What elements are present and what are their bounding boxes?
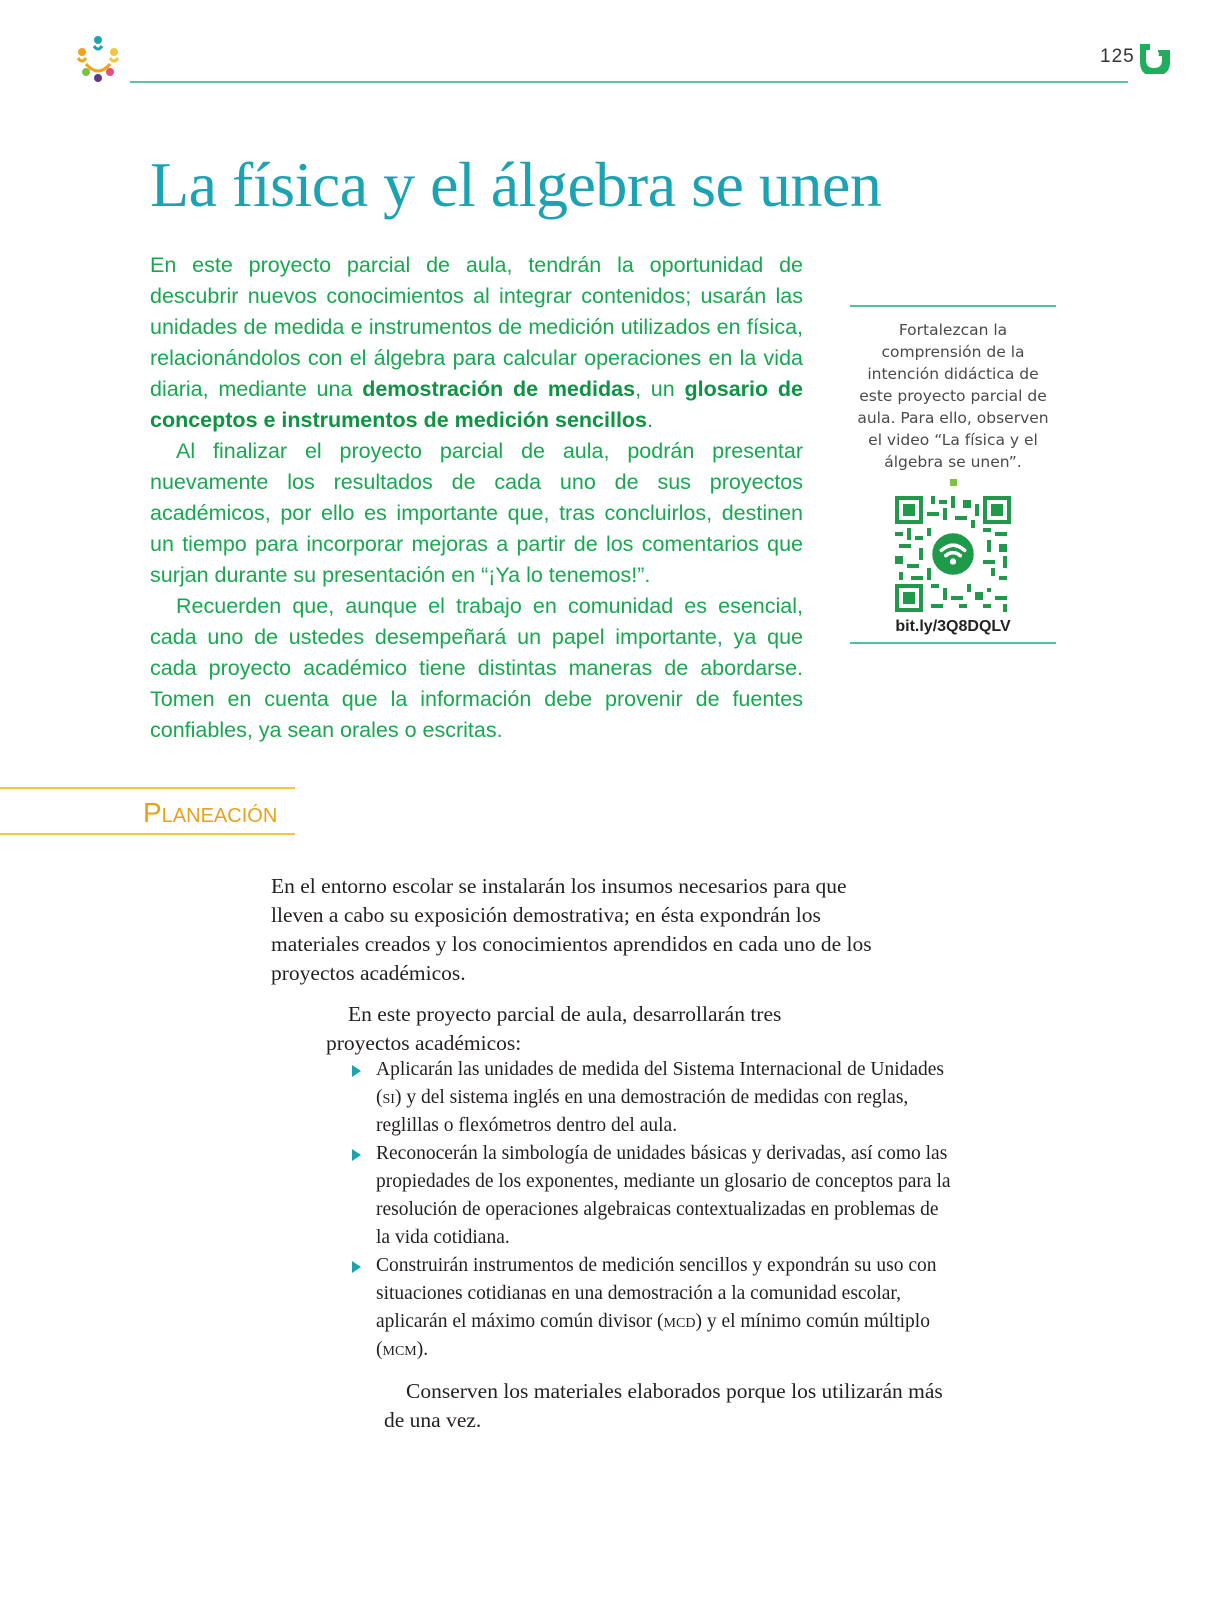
intro-paragraph-1	[150, 250, 803, 436]
section-header	[0, 787, 295, 837]
page-number: 125	[1100, 46, 1135, 67]
intro-paragraph-3: Recuerden que, aunque el trabajo en comunidad es esencial, cada uno de ustedes desempeñará un papel importante, ya que cada proyecto académico tiene distintas maneras de abordarse. Tomen en cuenta que la información debe provenir de fuentes confiables, ya sean orales o escritas.	[150, 594, 803, 742]
bullet-3-abbrev-mcm: mcm	[382, 1339, 417, 1360]
bullet-3-abbrev-mcd: mcd	[663, 1311, 696, 1332]
bullet-3-text-2: ) y el mínimo común múltiplo (	[376, 1311, 930, 1360]
intro-p1-bold-1: demostración de medidas	[362, 377, 636, 401]
intro-p1-bold-2: glosario de conceptos e instrumentos de medición sencillos	[150, 377, 803, 432]
sidebar-bottom-rule	[850, 642, 1056, 644]
project-list	[352, 1056, 952, 1364]
video-link[interactable]: bit.ly/3Q8DQLV	[895, 618, 1011, 635]
section-top-line	[0, 787, 295, 789]
qr-code-icon[interactable]	[895, 496, 1011, 612]
green-glyph-icon	[1136, 38, 1172, 74]
intro-text	[150, 250, 803, 746]
bullet-arrow-icon	[352, 1065, 361, 1077]
intro-p1-text-3: .	[647, 408, 653, 432]
people-circle-logo-icon	[72, 34, 124, 84]
planning-paragraph-2: En este proyecto parcial de aula, desarrollarán tres proyectos académicos:	[326, 1002, 782, 1055]
bullet-2-text: Reconocerán la simbología de unidades básicas y derivadas, así como las propiedades de los exponentes, mediante un glosario de conceptos para la resolución de operaciones algebraicas contextualizadas en problemas de la vida cotidiana.	[376, 1143, 951, 1248]
sidebar-top-rule	[850, 305, 1056, 307]
section-bottom-line	[0, 833, 295, 835]
intro-p1-text-2: , un	[635, 377, 685, 401]
header-rule	[130, 81, 1128, 83]
bullet-3-text: Construirán instrumentos de medición sencillos y expondrán su uso con situaciones cotidianas en una demostración a la comunidad escolar, aplicarán el máximo común divisor (	[376, 1255, 937, 1332]
bullet-1-text: Aplicarán las unidades de medida del Sistema Internacional de Unidades (	[376, 1059, 945, 1108]
planning-paragraph-1: En el entorno escolar se instalarán los insumos necesarios para que lleven a cabo su exposición demostrativa; en ésta expondrán los materiales creados y los conocimientos aprendidos en cada uno de los proyectos académicos.	[271, 874, 872, 985]
sidebar-dot	[950, 479, 957, 486]
intro-p1-text: En este proyecto parcial de aula, tendrán la oportunidad de descubrir nuevos conocimientos al integrar contenidos; usarán las unidades de medida e instrumentos de medición utilizados en física, relacionándolos con el álgebra para calcular operaciones en la vida diaria, mediante una	[150, 253, 803, 401]
bullet-3-text-3: ).	[416, 1339, 429, 1360]
sidebar-note: Fortalezcan la comprensión de la intención didáctica de este proyecto parcial de aula. Para ello, observen el video “La física y el álgebra se unen”.	[857, 321, 1049, 471]
section-title: Planeación	[143, 797, 278, 828]
intro-paragraph-2: Al finalizar el proyecto parcial de aula, podrán presentar nuevamente los resultados de cada uno de sus proyectos académicos, por ello es importante que, tras concluirlos, destinen un tiempo para incorporar mejoras a partir de los comentarios que surjan durante su presentación en “¡Ya lo tenemos!”.	[150, 439, 803, 587]
list-item	[352, 1252, 952, 1364]
planning-paragraph-3: Conserven los materiales elaborados porque los utilizarán más de una vez.	[384, 1379, 943, 1432]
bullet-1-abbrev: si	[382, 1087, 395, 1108]
bullet-arrow-icon	[352, 1261, 361, 1273]
bullet-arrow-icon	[352, 1149, 361, 1161]
video-sidebar	[850, 305, 1056, 644]
list-item	[352, 1056, 952, 1140]
list-item	[352, 1140, 952, 1252]
page-title: La física y el álgebra se unen	[150, 149, 882, 220]
bullet-1-text-2: ) y del sistema inglés en una demostración de medidas con reglas, reglillas o flexómetros dentro del aula.	[376, 1087, 909, 1136]
